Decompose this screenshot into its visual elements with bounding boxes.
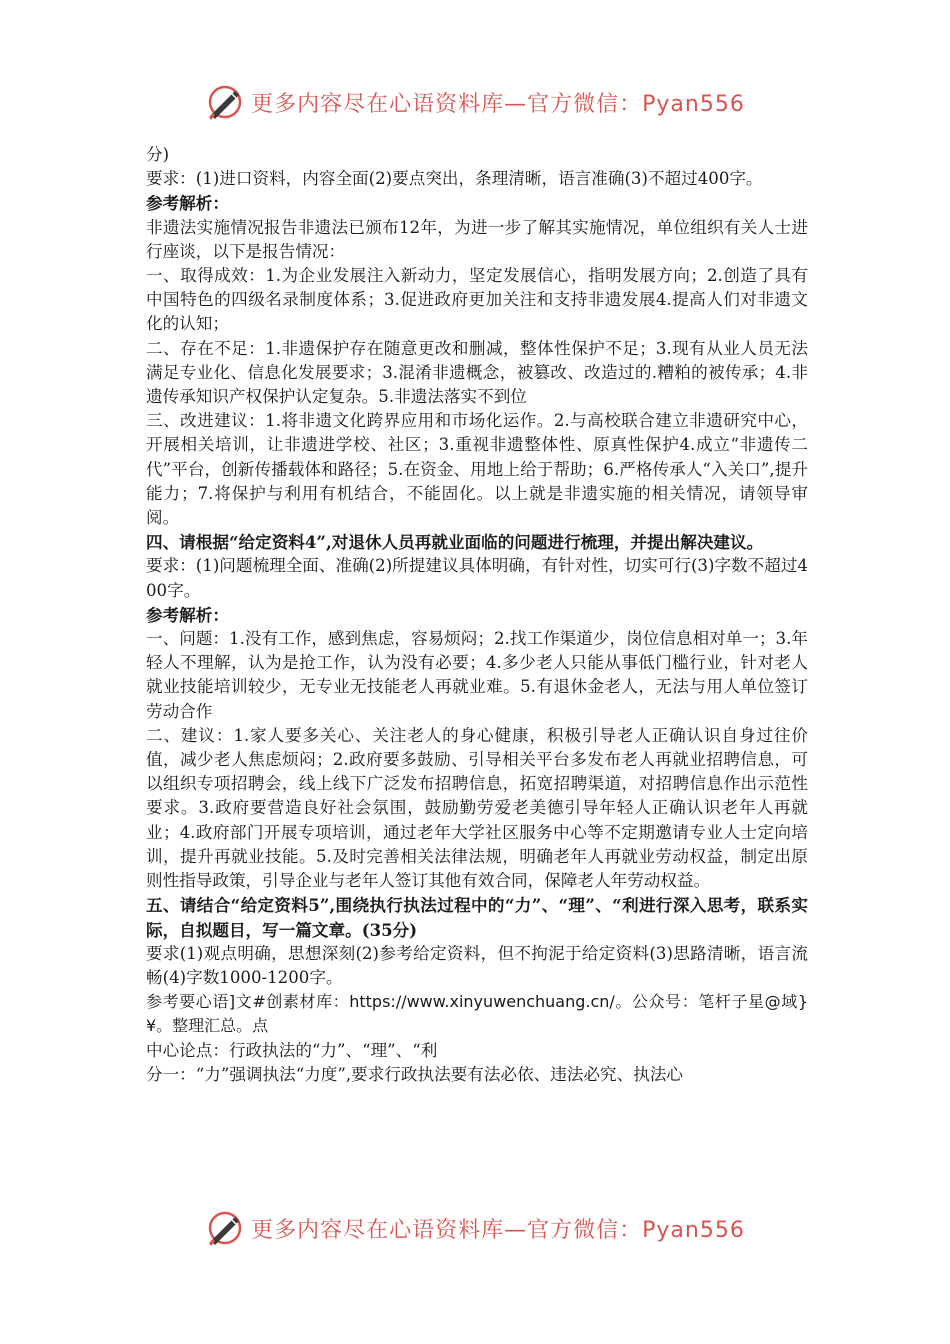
text-line: 要求：(1)问题梳理全面、准确(2)所提建议具体明确，有针对性，切实可行(3)字数不超过400字。 <box>146 556 808 600</box>
text-line: 一、问题：1.没有工作，感到焦虑，容易烦闷；2.找工作渠道少，岗位信息相对单一；3.年轻人不理解，认为是抢工作，认为没有必要；4.多少老人只能从事低门槛行业，针对老人就业技能培训较少，无专业无技能老人再就业难。5.有退休金老人，无法与用人单位签订劳动合作 <box>146 629 808 721</box>
text-line: 中心论点：行政执法的“力”、“理”、“利 <box>146 1040 438 1060</box>
text-line: 二、建议：1.家人要多关心、关注老人的身心健康，积极引导老人正确认识自身过往价值，减少老人焦虑烦闷；2.政府要多鼓励、引导相关平台多发布老人再就业招聘信息，可以组织专项招聘会，线上线下广泛发布招聘信息，拓宽招聘渠道，对招聘信息作出示范性要求。3.政府要营造良好社会氛围，鼓励勤劳爱老美德引导年轻人正确认识老年人再就业；4.政府部门开展专项培训，通过老年大学社区服务中心等不定期邀请专业人士定向培训，提升再就业技能。5.及时完善相关法律法规，明确老年人再就业劳动权益，制定出原则性指导政策，引导企业与老年人签订其他有效合同，保障老人年劳动权益。 <box>146 725 808 891</box>
document-body <box>146 143 808 1087</box>
source-note: 参考要心语]文#创素材库：https://www.xinyuwenchuang.cn/。公众号：笔杆子星@域}¥。整理汇总。点 <box>146 992 808 1036</box>
watermark-text: 更多内容尽在心语资料库—官方微信：Pyan556 <box>251 91 745 117</box>
text-line: 分一：“力”强调执法“力度”,要求行政执法要有法必依、违法必究、执法心 <box>146 1064 684 1084</box>
text-line: 要求(1)观点明确，思想深刻(2)参考给定资料，但不拘泥于给定资料(3)思路清晰，语言流畅(4)字数1000-1200字。 <box>146 943 808 987</box>
text-line: 分) <box>146 145 170 164</box>
text-line: 要求：(1)进口资料，内容全面(2)要点突出，条理清晰，语言准确(3)不超过400字。 <box>146 169 763 189</box>
fountain-pen-logo-icon <box>205 82 245 122</box>
section-heading: 参考解析： <box>146 193 229 214</box>
question-heading: 五、请结合“给定资料5”,围绕执行执法过程中的“力”、“理”、“利进行深入思考，联系实际，自拟题目，写一篇文章。(35分) <box>146 895 808 940</box>
bottom-watermark-banner <box>0 1204 950 1252</box>
text-line: 三、改进建议：1.将非遗文化跨界应用和市场化运作。2.与高校联合建立非遗研究中心，开展相关培训，让非遗进学校、社区；3.重视非遗整体性、原真性保护4.成立“非遗传二代”平台，创新传播载体和路径；5.在资金、用地上给于帮助；6.严格传承人“入关口”,提升能力；7.将保护与利用有机结合，不能固化。以上就是非遗实施的相关情况，请领导审阅。 <box>146 411 808 528</box>
text-line: 非遗法实施情况报告非遗法已颁布12年，为进一步了解其实施情况，单位组织有关人士进行座谈，以下是报告情况： <box>146 217 808 261</box>
watermark-text: 更多内容尽在心语资料库—官方微信：Pyan556 <box>251 1217 745 1243</box>
fountain-pen-logo-icon <box>205 1208 245 1248</box>
top-watermark-banner <box>0 78 950 126</box>
section-heading: 参考解析： <box>146 604 229 625</box>
text-line: 二、存在不足：1.非遗保护存在随意更改和删减，整体性保护不足；3.现有从业人员无法满足专业化、信息化发展要求；3.混淆非遗概念，被篡改、改造过的.糟粕的被传承；4.非遗传承知识产权保护认定复杂。5.非遗法落实不到位 <box>146 338 808 407</box>
question-heading: 四、请根据“给定资料4”,对退休人员再就业面临的问题进行梳理，并提出解决建议。 <box>146 532 764 553</box>
text-line: 一、取得成效：1.为企业发展注入新动力，坚定发展信心，指明发展方向；2.创造了具有中国特色的四级名录制度体系；3.促进政府更加关注和支持非遗发展4.提高人们对非遗文化的认知； <box>146 266 808 334</box>
